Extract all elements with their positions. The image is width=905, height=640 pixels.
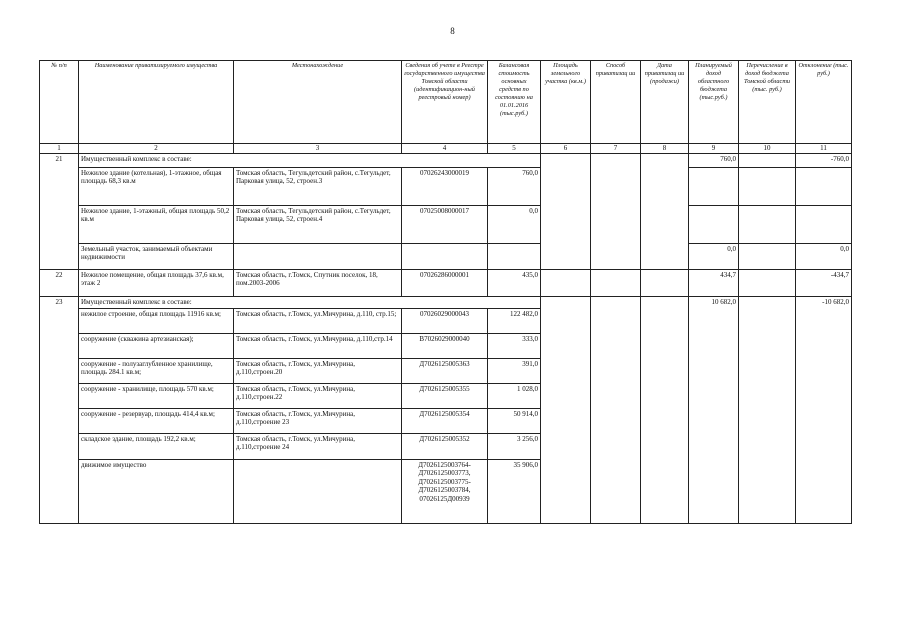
method-cell (591, 153, 641, 269)
registry-number: B7026029000040 (402, 333, 488, 358)
planned-income (689, 333, 739, 358)
deviation (796, 167, 852, 205)
transfer-cell (739, 205, 796, 243)
item-name: Земельный участок, занимаемый объектами недвижимости (79, 243, 234, 269)
header-cell: Отклонение (тыс. руб.) (796, 61, 852, 144)
deviation: 0,0 (796, 243, 852, 269)
table-row (40, 269, 852, 296)
balance-value: 1 028,0 (488, 383, 541, 408)
area-cell (541, 296, 591, 523)
item-name: Нежилое помещение, общая площадь 37,6 кв.м, этаж 2 (79, 269, 234, 296)
area-cell (541, 269, 591, 296)
table-row (40, 153, 852, 167)
item-location: Томская область, г.Томск, ул.Мичурина, д.110,стр.14 (234, 333, 402, 358)
table-row (40, 243, 852, 269)
column-number: 7 (591, 144, 641, 154)
item-name: нежилое строение, общая площадь 11916 кв.м; (79, 308, 234, 333)
column-number: 1 (40, 144, 79, 154)
item-location: Томская область, г.Томск, ул.Мичурина, д.110,строение 24 (234, 433, 402, 459)
row-number: 22 (40, 269, 79, 296)
item-location: Томская область, Тегульдетский район, с.Тегульдет, Парковая улица, 52, строен.4 (234, 205, 402, 243)
group-title: Имущественный комплекс в составе: (79, 296, 541, 308)
table-row (40, 459, 852, 523)
balance-value: 3 256,0 (488, 433, 541, 459)
deviation (796, 408, 852, 433)
balance-value: 50 914,0 (488, 408, 541, 433)
row-number: 21 (40, 153, 79, 269)
header-cell: Перечисление в доход бюджета Томской области (тыс. руб.) (739, 61, 796, 144)
item-location (234, 243, 402, 269)
planned-income (689, 459, 739, 523)
group-title: Имущественный комплекс в составе: (79, 153, 541, 167)
registry-number: 07026029000043 (402, 308, 488, 333)
item-name: движимое имущество (79, 459, 234, 523)
header-cell: Местонахождение (234, 61, 402, 144)
balance-value (488, 243, 541, 269)
deviation (796, 459, 852, 523)
header-cell: Наименование приватизируемого имущества (79, 61, 234, 144)
item-location: Томская область, г.Томск, ул.Мичурина, д.110,строен.20 (234, 358, 402, 383)
column-number: 5 (488, 144, 541, 154)
table-row (40, 333, 852, 358)
registry-number: Д7026125003764-Д7026125003773, Д7026125003775-Д7026125003784, 07026125Д00939 (402, 459, 488, 523)
header-cell: Балансовая стоимость основных средств по состоянию на 01.01.2016 (тыс.руб.) (488, 61, 541, 144)
registry-number: Д7026125005352 (402, 433, 488, 459)
deviation (796, 205, 852, 243)
transfer-cell (739, 383, 796, 408)
header-cell: Дата приватизац ии (продажи) (641, 61, 689, 144)
method-cell (591, 296, 641, 523)
item-location: Томская область, г.Томск, ул.Мичурина, д.110, стр.15; (234, 308, 402, 333)
item-name: складское здание, площадь 192,2 кв.м; (79, 433, 234, 459)
header-cell: Планируемый доход областного бюджета (тыс.руб.) (689, 61, 739, 144)
deviation (796, 333, 852, 358)
column-number: 11 (796, 144, 852, 154)
transfer-cell (739, 308, 796, 333)
planned-income (689, 167, 739, 205)
table-row (40, 383, 852, 408)
page-number: 8 (450, 26, 455, 36)
column-number: 4 (402, 144, 488, 154)
row-number: 23 (40, 296, 79, 523)
registry-number: Д7026125005363 (402, 358, 488, 383)
date-cell (641, 296, 689, 523)
deviation (796, 433, 852, 459)
method-cell (591, 269, 641, 296)
registry-number: Д7026125005354 (402, 408, 488, 433)
transfer-cell (739, 167, 796, 205)
table-row (40, 358, 852, 383)
table-row (40, 308, 852, 333)
item-name: Нежилое здание, 1-этажный, общая площадь 50,2 кв.м (79, 205, 234, 243)
balance-value: 122 482,0 (488, 308, 541, 333)
transfer-cell (739, 433, 796, 459)
transfer-cell (739, 333, 796, 358)
planned-income (689, 205, 739, 243)
transfer-cell (739, 459, 796, 523)
planned-income: 0,0 (689, 243, 739, 269)
transfer-cell (739, 243, 796, 269)
header-cell: Сведения об учете в Реестре государственного имущества Томской области (идентификацион-ный реестровый номер) (402, 61, 488, 144)
date-cell (641, 269, 689, 296)
table-row (40, 205, 852, 243)
column-number: 10 (739, 144, 796, 154)
item-name: сооружение - полузаглубленное хранилище, площадь 284.1 кв.м; (79, 358, 234, 383)
column-number: 3 (234, 144, 402, 154)
item-location (234, 459, 402, 523)
item-name: сооружение - резервуар, площадь 414,4 кв.м; (79, 408, 234, 433)
item-location: Томская область, г.Томск, Спутник поселок, 18, пом.2003-2006 (234, 269, 402, 296)
registry-number: 07025008000017 (402, 205, 488, 243)
header-cell: Площадь земельного участка (кв.м.) (541, 61, 591, 144)
transfer-cell (739, 153, 796, 167)
column-number: 2 (79, 144, 234, 154)
deviation (796, 383, 852, 408)
planned-income: 434,7 (689, 269, 739, 296)
planned-income (689, 308, 739, 333)
item-name: сооружение - хранилище, площадь 570 кв.м; (79, 383, 234, 408)
transfer-cell (739, 408, 796, 433)
transfer-cell (739, 269, 796, 296)
deviation: -10 682,0 (796, 296, 852, 308)
registry-number: 07026286000001 (402, 269, 488, 296)
date-cell (641, 153, 689, 269)
registry-number: Д7026125005355 (402, 383, 488, 408)
area-cell (541, 153, 591, 269)
column-number: 6 (541, 144, 591, 154)
transfer-cell (739, 358, 796, 383)
deviation: -760,0 (796, 153, 852, 167)
balance-value: 391,0 (488, 358, 541, 383)
balance-value: 435,0 (488, 269, 541, 296)
registry-number (402, 243, 488, 269)
registry-number: 07026243000019 (402, 167, 488, 205)
item-location: Томская область, г.Томск, ул.Мичурина, д.110,строен.22 (234, 383, 402, 408)
header-cell: Способ приватизац ии (591, 61, 641, 144)
item-name: сооружение (скважина артезианская); (79, 333, 234, 358)
table-row (40, 167, 852, 205)
planned-income: 10 682,0 (689, 296, 739, 308)
planned-income (689, 408, 739, 433)
header-cell: № п/п (40, 61, 79, 144)
deviation (796, 358, 852, 383)
balance-value: 0,0 (488, 205, 541, 243)
table-row (40, 296, 852, 308)
header-row (40, 61, 852, 144)
privatization-table (39, 60, 852, 524)
balance-value: 760,0 (488, 167, 541, 205)
deviation: -434,7 (796, 269, 852, 296)
table-row (40, 433, 852, 459)
column-number-row (40, 144, 852, 154)
planned-income (689, 433, 739, 459)
item-location: Томская область, Тегульдетский район, с.Тегульдет, Парковая улица, 52, строен.3 (234, 167, 402, 205)
planned-income: 760,0 (689, 153, 739, 167)
planned-income (689, 383, 739, 408)
column-number: 9 (689, 144, 739, 154)
transfer-cell (739, 296, 796, 308)
item-location: Томская область, г.Томск, ул.Мичурина, д.110,строение 23 (234, 408, 402, 433)
planned-income (689, 358, 739, 383)
column-number: 8 (641, 144, 689, 154)
item-name: Нежилое здание (котельная), 1-этажное, общая площадь 68,3 кв.м (79, 167, 234, 205)
balance-value: 35 906,0 (488, 459, 541, 523)
balance-value: 333,0 (488, 333, 541, 358)
table-row (40, 408, 852, 433)
deviation (796, 308, 852, 333)
